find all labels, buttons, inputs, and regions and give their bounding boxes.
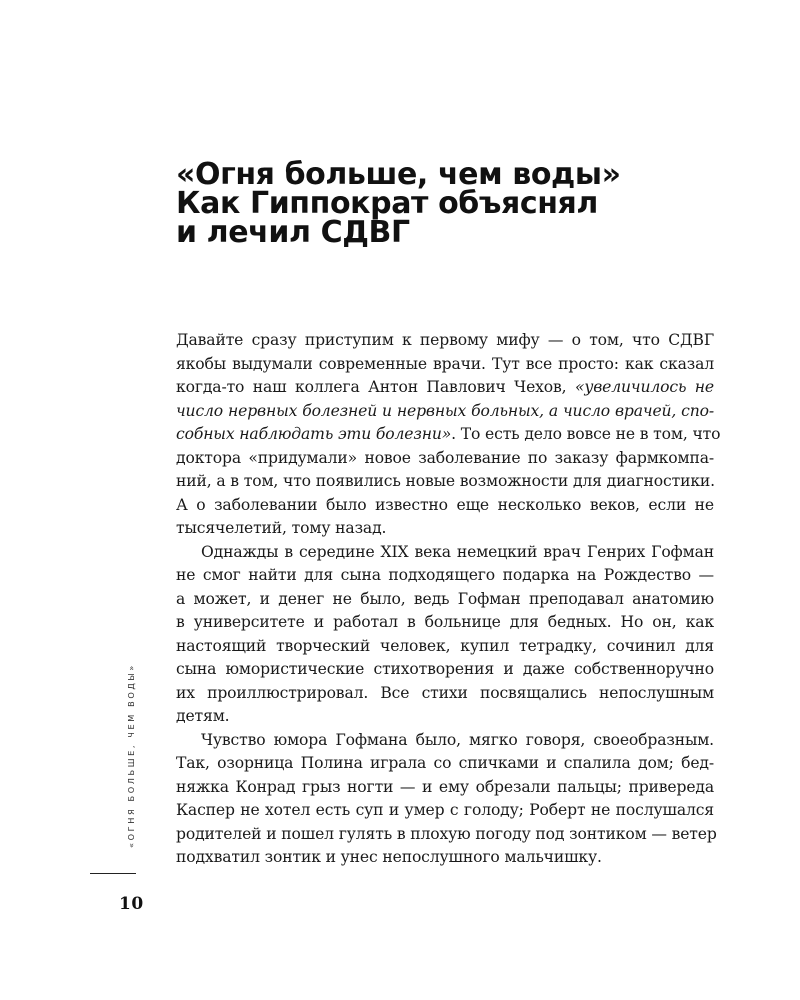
text-line: в университете и работал в больнице для бедных. Но он, как	[176, 613, 714, 631]
text-line: Каспер не хотел есть суп и умер с голоду; Роберт не послушался	[176, 801, 714, 819]
text-line: А о заболевании было известно еще несколько веков, если не	[176, 495, 714, 514]
folio-divider	[90, 873, 136, 874]
chapter-title-line: «Огня больше, чем воды»	[176, 157, 621, 192]
quote-italic: «увеличилось не	[574, 378, 715, 396]
text-line	[176, 423, 721, 447]
text-line: а может, и денег не было, ведь Гофман преподавал анатомию	[176, 589, 714, 608]
text-line: их проиллюстрировал. Все стихи посвящались непослушным	[176, 683, 714, 702]
text-run: . То есть дело вовсе не в том, что	[451, 425, 721, 443]
text-line: Давайте сразу приступим к первому мифу — о том, что СДВГ	[176, 331, 714, 349]
chapter-title-line: Как Гиппократ объяснял	[176, 186, 598, 221]
text-line: не смог найти для сына подходящего подарка на Рождество —	[176, 566, 714, 584]
quote-italic: число нервных болезней и нервных больных, а число врачей, спо-	[176, 401, 714, 420]
running-head: «ОГНЯ БОЛЬШЕ, ЧЕМ ВОДЫ»	[126, 663, 136, 848]
text-line: якобы выдумали современные врачи. Тут все просто: как сказал	[176, 354, 714, 373]
text-line: настоящий творческий человек, купил тетрадку, сочинил для	[176, 636, 714, 655]
quote-italic: собных наблюдать эти болезни»	[176, 425, 452, 443]
body-text	[176, 329, 721, 870]
paragraph-1	[176, 329, 721, 541]
chapter-title	[176, 157, 736, 250]
text-line: Чувство юмора Гофмана было, мягко говоря, своеобразным.	[201, 730, 714, 749]
text-line: Однажды в середине XIX века немецкий врач Генрих Гофман	[201, 542, 714, 561]
chapter-title-line: и лечил СДВГ	[176, 215, 410, 250]
text-line: детям.	[176, 707, 230, 725]
page-number: 10	[119, 894, 144, 914]
text-line: Так, озорница Полина играла со спичками и спалила дом; бед-	[176, 754, 714, 772]
paragraph-2	[176, 541, 714, 729]
text-line	[176, 376, 714, 400]
text-run: когда-то наш коллега Антон Павлович Чехов,	[176, 378, 575, 396]
text-line: доктора «придумали» новое заболевание по заказу фармкомпа-	[176, 448, 714, 467]
paragraph-3	[176, 729, 717, 870]
text-line: родителей и пошел гулять в плохую погоду под зонтиком — ветер	[176, 824, 717, 843]
text-line: сына юмористические стихотворения и даже собственноручно	[176, 660, 714, 678]
text-line: подхватил зонтик и унес непослушного мальчишку.	[176, 848, 602, 866]
text-line: тысячелетий, тому назад.	[176, 519, 387, 537]
text-line: ний, а в том, что появились новые возможности для диагностики.	[176, 472, 715, 490]
text-line: няжка Конрад грыз ногти — и ему обрезали пальцы; привереда	[176, 777, 714, 796]
text-line	[176, 400, 714, 424]
